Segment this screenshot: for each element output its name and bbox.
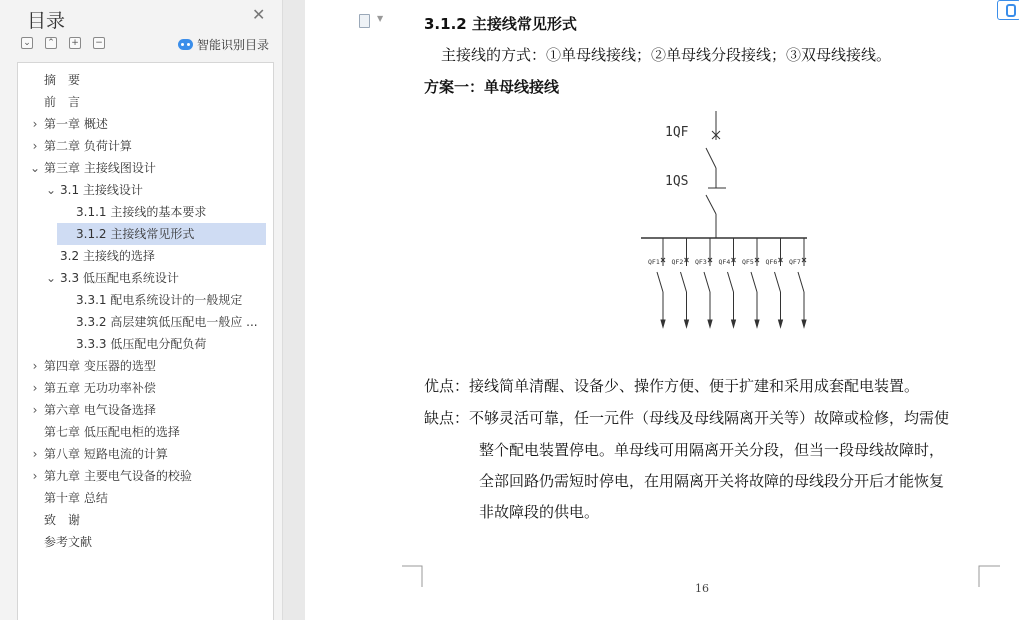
toc-item[interactable] <box>18 487 273 509</box>
feeder-label: QF7 <box>789 258 801 266</box>
toc-item[interactable] <box>18 201 273 223</box>
toc-item-label: 第五章 无功功率补偿 <box>44 381 156 395</box>
smart-toc-button[interactable] <box>178 36 269 53</box>
toc-item-label: 前 言 <box>44 95 81 109</box>
disadvantages-line-1: 缺点：不够灵活可靠，任一元件（母线及母线隔离开关等）故障或检修，均需使 <box>424 409 950 427</box>
toc-item-label: 第四章 变压器的选型 <box>44 359 156 373</box>
corner-tool-icon[interactable] <box>997 0 1019 20</box>
chevron-right-icon[interactable]: › <box>32 359 38 373</box>
toc-item-label: 3.3.3 低压配电分配负荷 <box>76 337 207 351</box>
toc-item[interactable] <box>18 421 273 443</box>
ai-robot-icon <box>178 39 193 50</box>
chevron-down-icon[interactable]: ⌄ <box>46 271 57 285</box>
chevron-right-icon[interactable]: › <box>32 381 38 395</box>
disadvantages-line-3: 全部回路仍需短时停电，在用隔离开关将故障的母线段分开后才能恢复 <box>479 472 945 490</box>
toc-item-label: 3.1.1 主接线的基本要求 <box>76 205 207 219</box>
chevron-down-icon[interactable]: ⌄ <box>46 183 57 197</box>
toc-item-label: 第七章 低压配电柜的选择 <box>44 425 180 439</box>
toc-item[interactable] <box>57 223 266 245</box>
feeder-circuit <box>695 238 712 327</box>
chevron-right-icon[interactable]: › <box>32 447 38 461</box>
page-number: 16 <box>695 582 709 595</box>
page-corner-mark-left <box>402 565 424 587</box>
feeder-circuit <box>789 238 806 327</box>
feeder-label: QF3 <box>695 258 707 266</box>
chevron-right-icon[interactable]: › <box>32 139 38 153</box>
toc-item-label: 第二章 负荷计算 <box>44 139 132 153</box>
scheme-title: 方案一：单母线接线 <box>424 78 560 96</box>
chevron-right-icon[interactable]: › <box>32 469 38 483</box>
expand-all-button[interactable]: ⌄ <box>21 37 33 49</box>
add-item-button[interactable]: + <box>69 37 81 49</box>
chevron-right-icon[interactable]: › <box>32 117 38 131</box>
feeder-label: QF1 <box>648 258 660 266</box>
toc-item[interactable] <box>18 289 273 311</box>
intro-paragraph: 主接线的方式：①单母线接线；②单母线分段接线；③双母线接线。 <box>441 46 892 64</box>
chevron-down-icon[interactable]: ⌄ <box>30 161 41 175</box>
chevron-down-icon[interactable]: ▼ <box>377 14 384 23</box>
feeder-circuit <box>742 238 759 327</box>
toc-item-label: 第十章 总结 <box>44 491 108 505</box>
toc-item[interactable] <box>18 333 273 355</box>
toc-list <box>17 62 274 620</box>
toc-item-label: 参考文献 <box>44 535 93 549</box>
feeder-circuit <box>766 238 783 327</box>
toc-item-label: 3.3 低压配电系统设计 <box>60 271 179 285</box>
toc-item[interactable] <box>18 355 273 377</box>
feeder-circuit <box>719 238 736 327</box>
toc-item[interactable] <box>18 179 273 201</box>
toc-item-label: 3.3.2 高层建筑低压配电一般应 ... <box>76 315 258 329</box>
toc-item-label: 3.1.2 主接线常见形式 <box>76 227 195 241</box>
toc-item-label: 第九章 主要电气设备的校验 <box>44 469 192 483</box>
toc-item-label: 致 谢 <box>44 513 81 527</box>
section-heading: 3.1.2 主接线常见形式 <box>424 15 577 33</box>
feeder-label: QF5 <box>742 258 754 266</box>
disconnector-label: 1QS <box>665 174 689 189</box>
feeder-label: QF2 <box>671 258 684 266</box>
feeder-label: QF4 <box>718 258 731 266</box>
toc-item[interactable] <box>18 91 273 113</box>
close-icon[interactable]: ✕ <box>252 5 266 24</box>
toc-item[interactable] <box>18 245 273 267</box>
toc-item[interactable] <box>18 311 273 333</box>
feeder-circuit <box>648 238 665 327</box>
remove-item-button[interactable]: − <box>93 37 105 49</box>
toc-item[interactable] <box>18 135 273 157</box>
toc-item[interactable] <box>18 113 273 135</box>
disadvantages-line-2: 整个配电装置停电。单母线可用隔离开关分段，但当一段母线故障时， <box>479 441 945 459</box>
toc-title: 目录 <box>27 10 66 32</box>
advantages-text: 优点：接线简单清醒、设备少、操作方便、便于扩建和采用成套配电装置。 <box>424 377 920 395</box>
toc-item[interactable] <box>18 267 273 289</box>
smart-toc-label: 智能识别目录 <box>197 38 270 52</box>
toc-item-label: 3.3.1 配电系统设计的一般规定 <box>76 293 243 307</box>
feeder-label: QF6 <box>765 258 778 266</box>
document-icon[interactable] <box>359 14 370 28</box>
toc-item-label: 第六章 电气设备选择 <box>44 403 156 417</box>
page-corner-mark-right <box>978 565 1000 587</box>
toc-item-label: 3.2 主接线的选择 <box>60 249 155 263</box>
toc-panel <box>0 0 283 620</box>
single-bus-diagram <box>641 106 811 334</box>
toc-item[interactable] <box>18 443 273 465</box>
document-page <box>305 0 1019 620</box>
toc-item[interactable] <box>18 157 273 179</box>
toc-item-label: 第八章 短路电流的计算 <box>44 447 168 461</box>
toc-item-label: 第三章 主接线图设计 <box>44 161 156 175</box>
toc-item[interactable] <box>18 377 273 399</box>
toc-item-label: 摘 要 <box>44 73 81 87</box>
toc-item-label: 3.1 主接线设计 <box>60 183 143 197</box>
toc-item-label: 第一章 概述 <box>44 117 108 131</box>
toc-item[interactable] <box>18 509 273 531</box>
feeder-circuit <box>672 238 689 327</box>
disadvantages-line-4: 非故障段的供电。 <box>479 503 600 521</box>
toc-item[interactable] <box>18 69 273 91</box>
collapse-all-button[interactable]: ⌃ <box>45 37 57 49</box>
chevron-right-icon[interactable]: › <box>32 403 38 417</box>
toc-item[interactable] <box>18 531 273 553</box>
toc-item[interactable] <box>18 465 273 487</box>
toc-item[interactable] <box>18 399 273 421</box>
breaker-label: 1QF <box>665 125 689 140</box>
